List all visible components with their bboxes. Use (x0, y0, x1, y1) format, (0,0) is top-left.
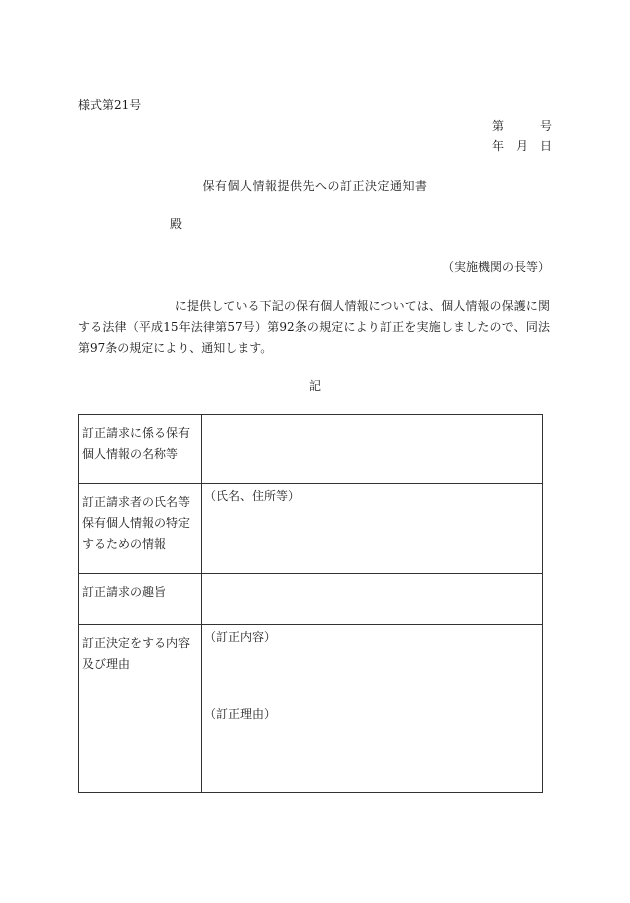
document-title: 保有個人情報提供先への訂正決定通知書 (202, 179, 428, 193)
record-table (78, 414, 543, 793)
form-number: 様式第21号 (78, 98, 142, 112)
row-value (202, 415, 543, 484)
row-value: （氏名、住所等） (202, 484, 543, 574)
row-label: 訂正請求の趣旨 (79, 574, 202, 625)
sender: （実施機関の長等） (441, 260, 550, 274)
row-label: 訂正請求者の氏名等保有個人情報の特定するための情報 (79, 484, 202, 574)
note-label: 記 (308, 379, 321, 393)
document-number: 第 号 (492, 119, 553, 133)
table-row (79, 484, 543, 574)
table-row (79, 415, 543, 484)
body-paragraph: に提供している下記の保有個人情報については、個人情報の保護に関する法律（平成15年法律第57号）第92条の規定により訂正を実施しましたので、同法第97条の規定により、通知します。 (78, 299, 550, 355)
addressee-honorific: 殿 (170, 217, 183, 231)
row-value-cell (202, 625, 543, 793)
table-row (79, 574, 543, 625)
correction-reason-label: （訂正理由） (204, 707, 277, 721)
row-label: 訂正決定をする内容及び理由 (79, 625, 202, 793)
table-row (79, 625, 543, 793)
correction-content-label: （訂正内容） (204, 630, 277, 644)
row-label: 訂正請求に係る保有個人情報の名称等 (79, 415, 202, 484)
row-value (202, 574, 543, 625)
document-date: 年 月 日 (492, 139, 553, 153)
